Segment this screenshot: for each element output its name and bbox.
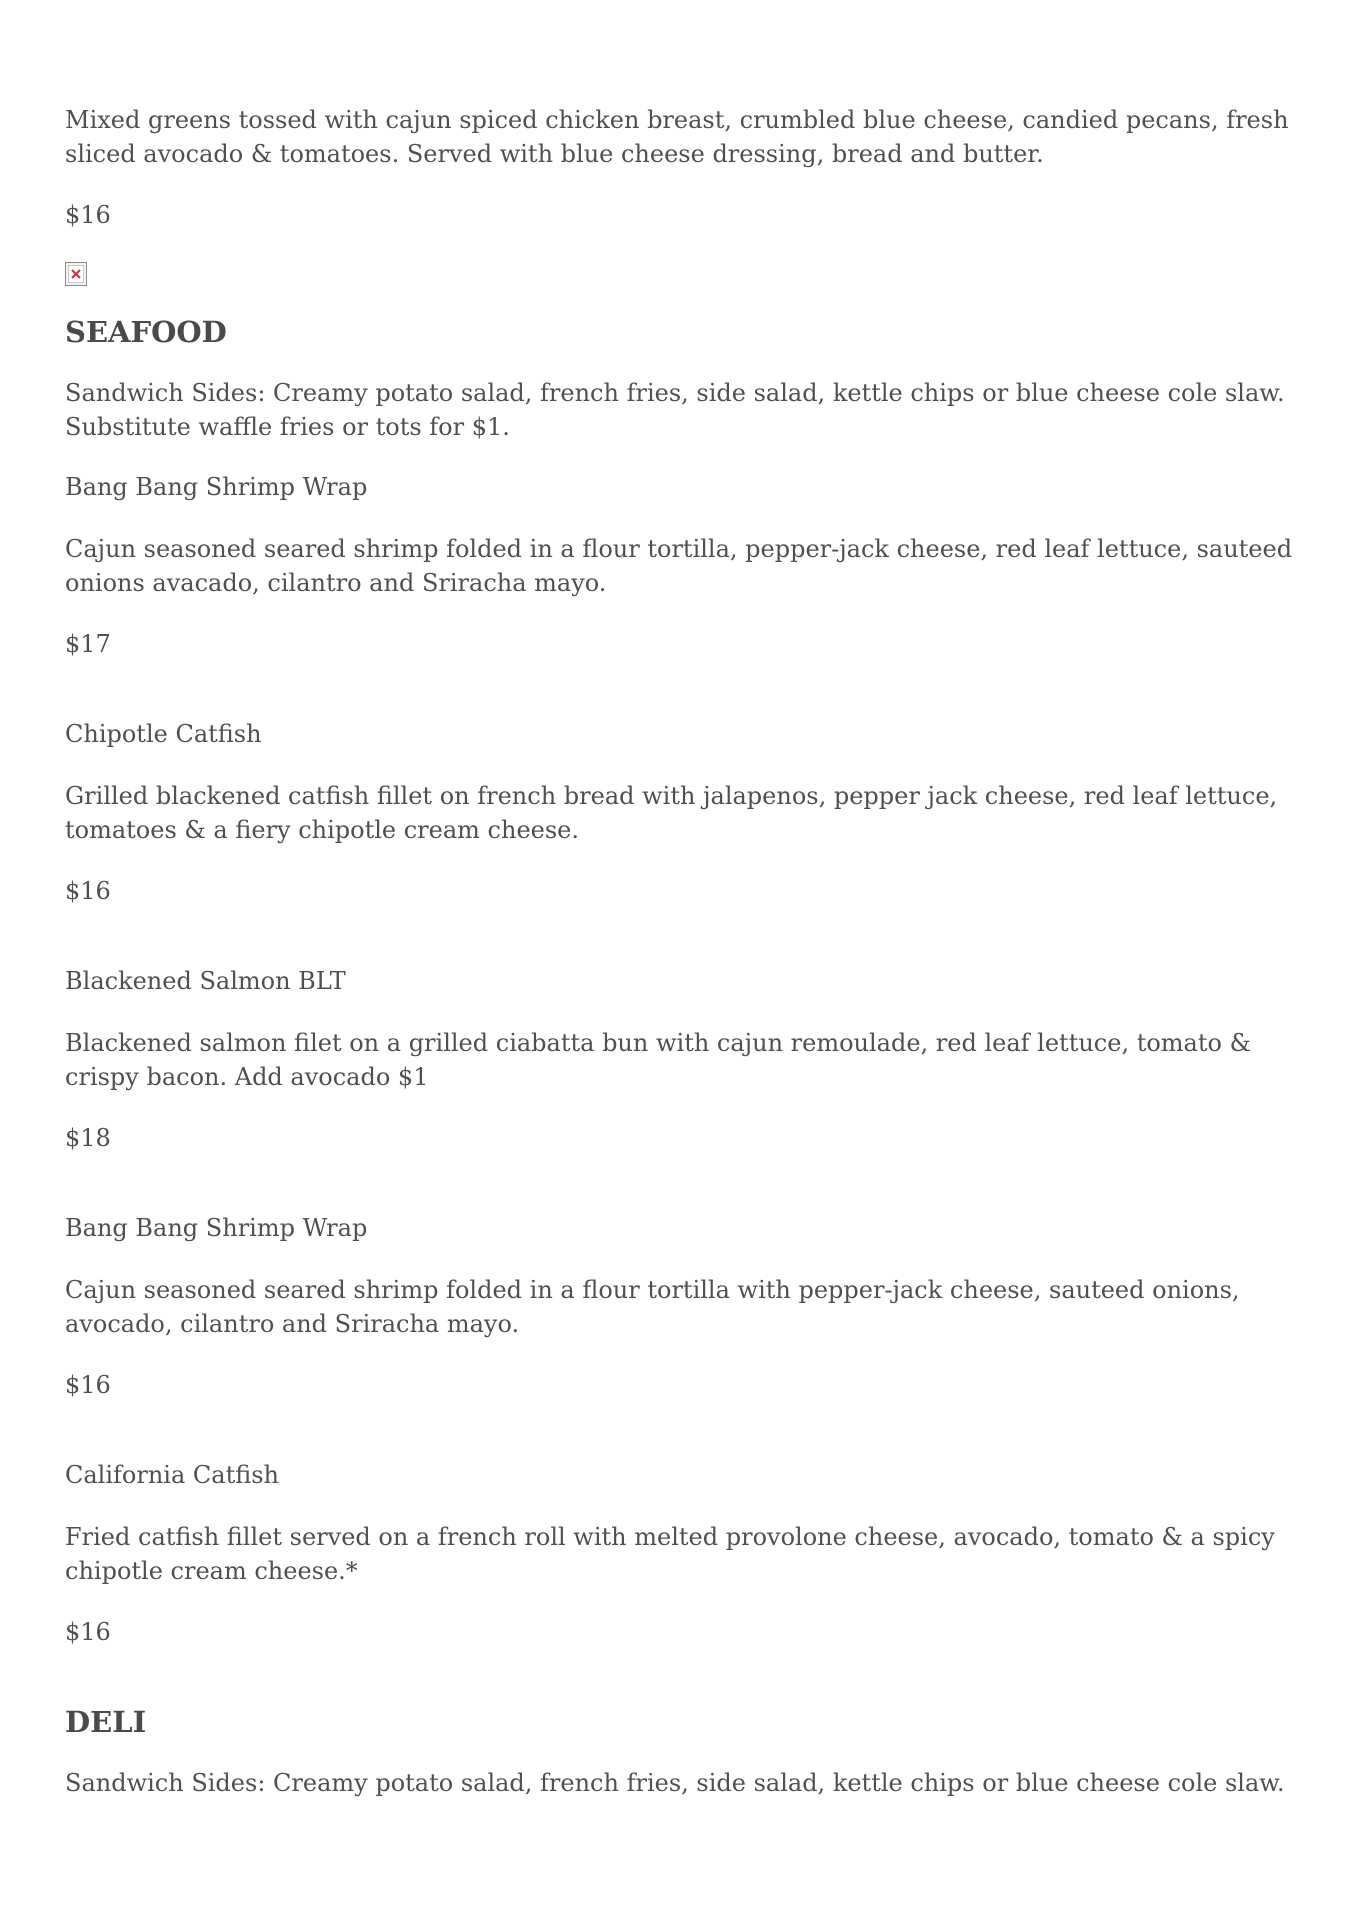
menu-item-price: $17	[65, 630, 111, 658]
seafood-heading: SEAFOOD	[65, 315, 227, 349]
menu-item-description: Blackened salmon filet on a grilled ciabatta bun with cajun remoulade, red leaf lettuce, tomato & crispy bacon. Add avocado $1	[65, 1029, 1251, 1091]
menu-item-name: Bang Bang Shrimp Wrap	[65, 1214, 368, 1242]
menu-item-name: California Catfish	[65, 1461, 279, 1489]
deli-sides-note: Sandwich Sides: Creamy potato salad, french fries, side salad, kettle chips or blue cheese cole slaw.	[65, 1769, 1285, 1797]
menu-item-price: $16	[65, 877, 111, 905]
menu-item-description: Cajun seasoned seared shrimp folded in a flour tortilla, pepper-jack cheese, red leaf lettuce, sauteed onions avacado, cilantro and Sriracha mayo.	[65, 535, 1293, 597]
deli-heading: DELI	[65, 1705, 147, 1739]
seafood-sides-note: Sandwich Sides: Creamy potato salad, french fries, side salad, kettle chips or blue cheese cole slaw. Substitute waffle fries or tots for $1.	[65, 379, 1285, 441]
menu-item-description: Grilled blackened catfish fillet on french bread with jalapenos, pepper jack cheese, red leaf lettuce, tomatoes & a fiery chipotle cream cheese.	[65, 782, 1278, 844]
menu-item-description: Fried catfish fillet served on a french roll with melted provolone cheese, avocado, tomato & a spicy chipotle cream cheese.*	[65, 1523, 1275, 1585]
menu-item-description: Cajun seasoned seared shrimp folded in a flour tortilla with pepper-jack cheese, sauteed onions, avocado, cilantro and Sriracha mayo.	[65, 1276, 1240, 1338]
menu-item-price: $16	[65, 1618, 111, 1646]
menu-item-name: Blackened Salmon BLT	[65, 967, 346, 995]
intro-price: $16	[65, 201, 111, 229]
menu-item-price: $18	[65, 1124, 111, 1152]
menu-item-name: Chipotle Catfish	[65, 720, 262, 748]
intro-description: Mixed greens tossed with cajun spiced chicken breast, crumbled blue cheese, candied pecans, fresh sliced avocado & tomatoes. Served with blue cheese dressing, bread and butter.	[65, 106, 1289, 168]
menu-item-price: $16	[65, 1371, 111, 1399]
menu-item-name: Bang Bang Shrimp Wrap	[65, 473, 368, 501]
broken-image-icon	[65, 262, 87, 286]
